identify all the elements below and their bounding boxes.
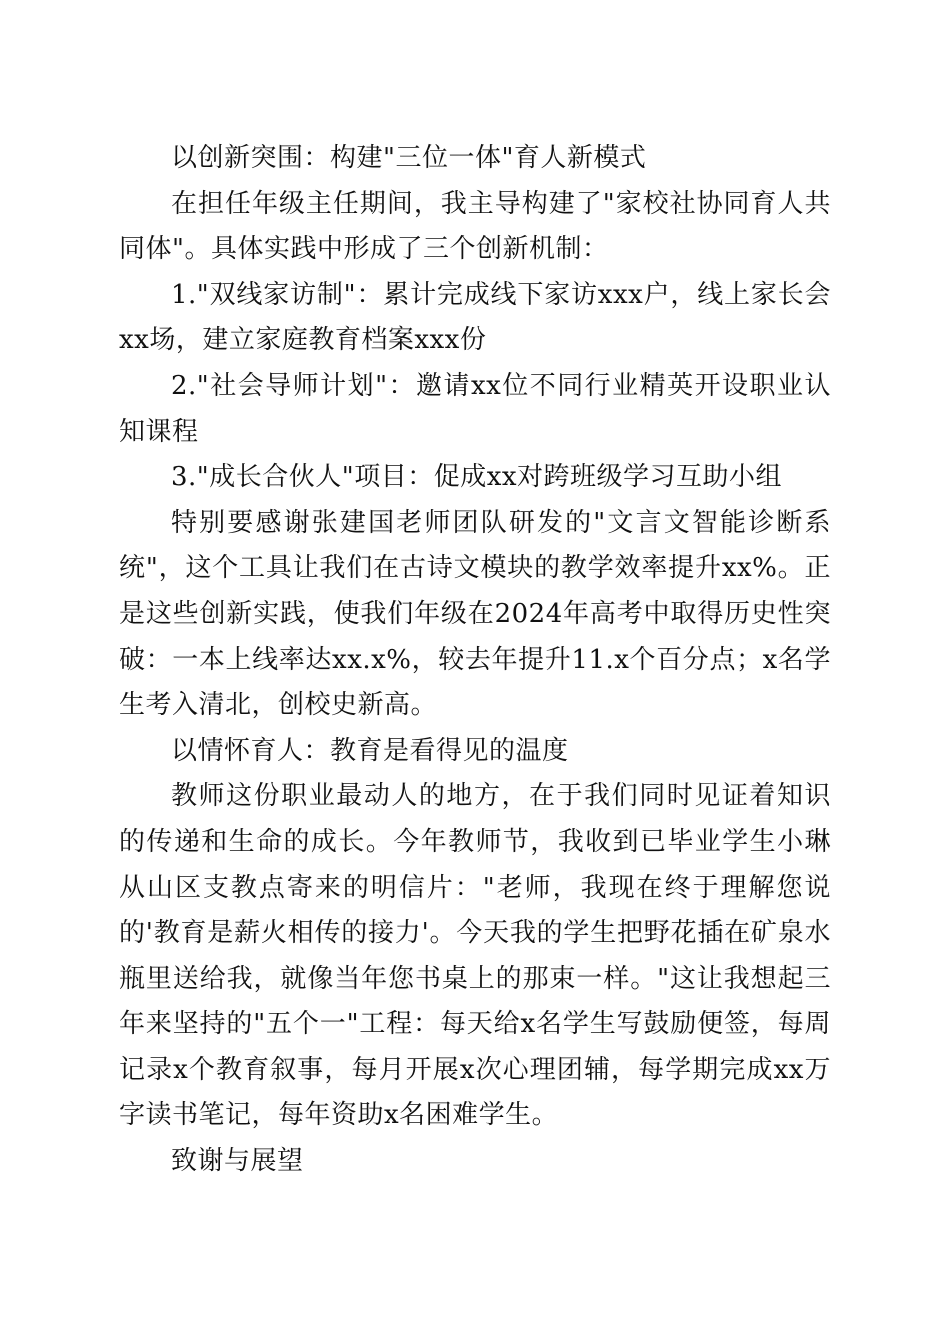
section-heading-warmth: 以情怀育人：教育是看得见的温度 [171, 735, 569, 766]
paragraph-community: 在担任年级主任期间，我主导构建了"家校社协同育人共同体"。具体实践中形成了三个创新机制： [119, 188, 831, 265]
document-body [119, 136, 831, 1185]
paragraph-achievements: 特别要感谢张建国老师团队研发的"文言文智能诊断系统"，这个工具让我们在古诗文模块的教学效率提升xx%。正是这些创新实践，使我们年级在2024年高考中取得历史性突破：一本上线率达xx.x%，较去年提升11.x个百分点；x名学生考入清北，创校史新高。 [119, 507, 831, 721]
list-item-growth-partner: 3."成长合伙人"项目：促成xx对跨班级学习互助小组 [171, 462, 783, 493]
list-item-home-visit: 1."双线家访制"：累计完成线下家访xxx户，线上家长会xx场，建立家庭教育档案xxx份 [119, 279, 831, 356]
section-heading-innovation: 以创新突围：构建"三位一体"育人新模式 [171, 143, 647, 173]
paragraph-teacher-story: 教师这份职业最动人的地方，在于我们同时见证着知识的传递和生命的成长。今年教师节，我收到已毕业学生小琳从山区支教点寄来的明信片："老师，我现在终于理解您说的'教育是薪火相传的接力'。今天我的学生把野花插在矿泉水瓶里送给我，就像当年您书桌上的那束一样。"这让我想起三年来坚持的"五个一"工程：每天给x名学生写鼓励便签，每周记录x个教育叙事，每月开展x次心理团辅，每学期完成xx万字读书笔记，每年资助x名困难学生。 [119, 781, 831, 1131]
section-heading-thanks: 致谢与展望 [171, 1146, 304, 1177]
list-item-mentor-plan: 2."社会导师计划"：邀请xx位不同行业精英开设职业认知课程 [119, 370, 831, 447]
